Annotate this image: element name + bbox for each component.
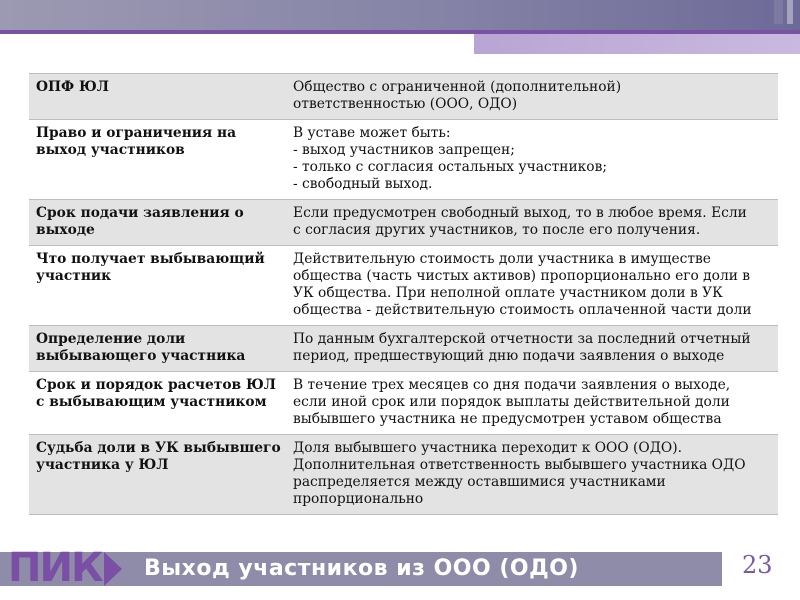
page-number: 23 <box>742 551 773 579</box>
row-value <box>286 326 778 372</box>
row-value-line: выбывшего участника не предусмотрен уставом общества <box>293 411 722 427</box>
row-label-line: участник <box>36 268 112 284</box>
row-value <box>286 200 778 246</box>
header-accent-block <box>474 34 800 54</box>
row-label <box>29 435 286 515</box>
row-label <box>29 246 286 326</box>
row-value <box>286 74 778 120</box>
corner-stripe-dark <box>774 0 783 24</box>
row-value-line: Действительную стоимость доли участника в имуществе <box>293 251 711 267</box>
row-value-line: общества (часть чистых активов) пропорционально его доли в <box>293 268 751 284</box>
table-row <box>29 435 778 515</box>
row-label-line: выбывающего участника <box>36 348 246 364</box>
table-row <box>29 200 778 246</box>
table-row <box>29 372 778 435</box>
row-label <box>29 372 286 435</box>
row-value-line: - выход участников запрещен; <box>293 142 515 158</box>
row-value-line: распределяется между оставшимися участниками <box>293 474 666 490</box>
row-value <box>286 372 778 435</box>
header-band <box>0 0 800 30</box>
row-label-line: Что получает выбывающий <box>36 251 265 267</box>
row-value-line: период, предшествующий дню подачи заявления о выходе <box>293 348 725 364</box>
row-label-line: с выбывающим участником <box>36 394 267 410</box>
row-value-line: По данным бухгалтерской отчетности за последний отчетный <box>293 331 751 347</box>
row-value-line: Если предусмотрен свободный выход, то в любое время. Если <box>293 205 747 221</box>
row-value-line: - только с согласия остальных участников; <box>293 159 608 175</box>
row-value-line: с согласия других участников, то после его получения. <box>293 222 701 238</box>
row-label-line: ОПФ ЮЛ <box>36 79 109 95</box>
corner-stripe-light <box>787 0 793 24</box>
row-value-line: Дополнительная ответственность выбывшего участника ОДО <box>293 457 746 473</box>
row-value-line: Общество с ограниченной (дополнительной) <box>293 79 622 95</box>
row-label-line: Срок и порядок расчетов ЮЛ <box>36 377 276 393</box>
row-value <box>286 120 778 200</box>
row-label <box>29 74 286 120</box>
row-label <box>29 200 286 246</box>
row-value-line: если иной срок или порядок выплаты действительной доли <box>293 394 730 410</box>
row-value-line: пропорционально <box>293 491 424 507</box>
table-row <box>29 74 778 120</box>
row-label-line: выход участников <box>36 142 185 158</box>
info-table <box>29 73 778 515</box>
row-value-line: УК общества. При неполной оплате участником доли в УК <box>293 285 723 301</box>
table-row <box>29 120 778 200</box>
info-table-body <box>29 74 778 515</box>
row-value-line: общества - действительную стоимость оплаченной части доли <box>293 302 752 318</box>
row-value-line: - свободный выход. <box>293 176 433 192</box>
row-value-line: ответственностью (ООО, ОДО) <box>293 96 518 112</box>
row-value-line: Доля выбывшего участника переходит к ООО (ОДО). <box>293 440 683 456</box>
row-label-line: Право и ограничения на <box>36 125 237 141</box>
row-label-line: Судьба доли в УК выбывшего <box>36 440 281 456</box>
row-label-line: Срок подачи заявления о <box>36 205 244 221</box>
row-value-line: В течение трех месяцев со дня подачи заявления о выходе, <box>293 377 731 393</box>
logo-arrow-icon <box>104 552 122 586</box>
row-value <box>286 246 778 326</box>
row-value <box>286 435 778 515</box>
table-row <box>29 246 778 326</box>
table-row <box>29 326 778 372</box>
row-label <box>29 120 286 200</box>
row-label-line: участника у ЮЛ <box>36 457 169 473</box>
row-value-line: В уставе может быть: <box>293 125 451 141</box>
row-label-line: выходе <box>36 222 95 238</box>
row-label <box>29 326 286 372</box>
slide-title: Выход участников из ООО (ОДО) <box>144 556 579 581</box>
row-label-line: Определение доли <box>36 331 186 347</box>
pik-logo: ПИК <box>8 545 102 591</box>
